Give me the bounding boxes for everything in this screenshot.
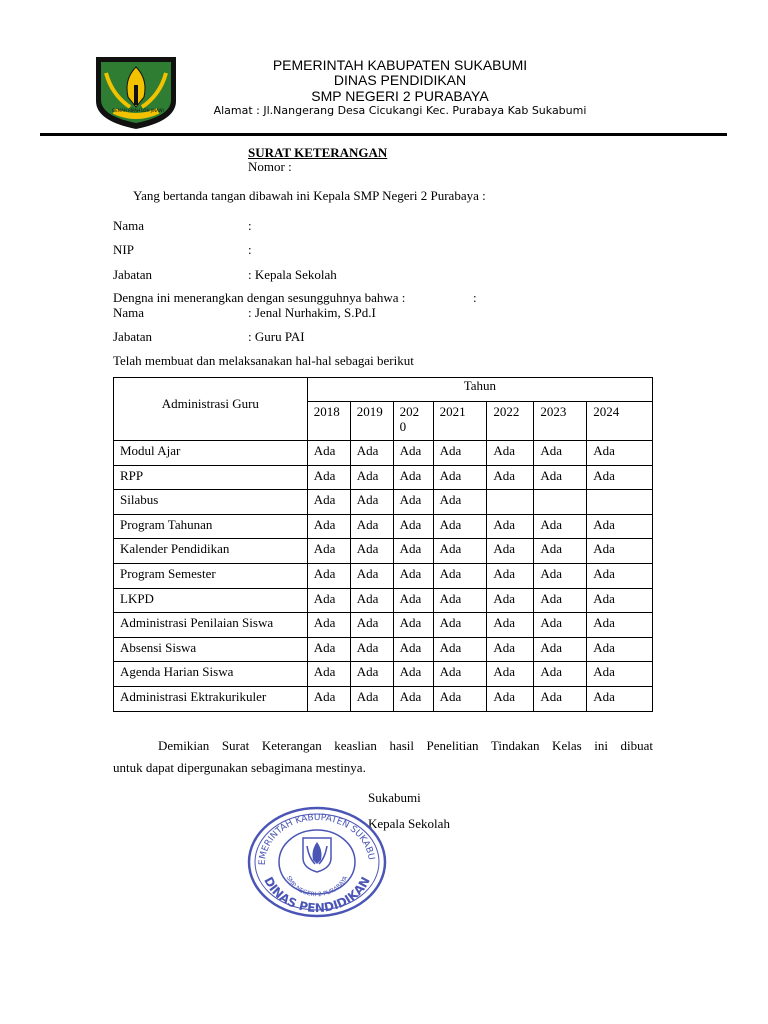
row-cell: Ada (534, 686, 587, 711)
row-item-name: LKPD (114, 588, 308, 613)
row-cell: Ada (393, 637, 433, 662)
row-cell: Ada (350, 686, 393, 711)
letterhead-divider (40, 133, 727, 136)
year-header-0 (307, 402, 350, 441)
row-cell: Ada (487, 441, 534, 466)
closing-paragraph (113, 738, 653, 753)
table-row (114, 441, 653, 466)
row-cell: Ada (487, 465, 534, 490)
table-row (114, 539, 653, 564)
year-header-5 (534, 402, 587, 441)
administration-table (113, 377, 653, 712)
row-cell: Ada (587, 514, 653, 539)
row-cell: Ada (487, 588, 534, 613)
year-header-label: 2019 (356, 404, 383, 419)
statement-colon: : (473, 290, 477, 305)
row-item-name: Absensi Siswa (114, 637, 308, 662)
subject-position-label: Jabatan (113, 329, 152, 344)
row-cell: Ada (350, 514, 393, 539)
row-cell: Ada (587, 613, 653, 638)
row-cell: Ada (307, 490, 350, 515)
table-row (114, 662, 653, 687)
row-cell: Ada (587, 662, 653, 687)
row-cell: Ada (350, 441, 393, 466)
closing-line-1: Demikian Surat Keterangan keaslian hasil Penelitian Tindakan Kelas ini dibuat (158, 738, 653, 753)
row-cell: Ada (587, 563, 653, 588)
row-cell: Ada (534, 465, 587, 490)
row-cell: Ada (487, 662, 534, 687)
row-cell: Ada (433, 686, 487, 711)
row-item-name: Kalender Pendidikan (114, 539, 308, 564)
row-cell: Ada (350, 662, 393, 687)
stamp-emblem (303, 838, 331, 872)
regency-logo (94, 55, 178, 131)
row-cell: Ada (393, 686, 433, 711)
row-item-name: Silabus (114, 490, 308, 515)
row-cell: Ada (433, 539, 487, 564)
signature-place: Sukabumi (368, 790, 421, 805)
year-header-3 (433, 402, 487, 441)
row-cell: Ada (393, 465, 433, 490)
row-cell: Ada (350, 490, 393, 515)
row-cell (534, 490, 587, 515)
letterhead-address: Alamat : Jl.Nangerang Desa Cicukangi Kec. Purabaya Kab Sukabumi (213, 104, 587, 117)
row-cell: Ada (433, 588, 487, 613)
table-header-admin (114, 378, 308, 441)
row-cell: Ada (534, 588, 587, 613)
table-row (114, 686, 653, 711)
letterhead-government: PEMERINTAH KABUPATEN SUKABUMI (272, 57, 528, 73)
year-header-label: 202 0 (399, 404, 420, 434)
admin-header-label: Administrasi Guru (161, 395, 259, 411)
table-row (114, 490, 653, 515)
row-cell: Ada (307, 514, 350, 539)
row-cell: Ada (350, 539, 393, 564)
row-cell: Ada (433, 514, 487, 539)
row-cell: Ada (307, 563, 350, 588)
year-header-2 (393, 402, 433, 441)
row-cell: Ada (393, 514, 433, 539)
table-intro: Telah membuat dan melaksanakan hal-hal sebagai berikut (113, 353, 414, 368)
row-cell: Ada (307, 441, 350, 466)
row-cell: Ada (350, 465, 393, 490)
row-cell: Ada (487, 563, 534, 588)
row-cell: Ada (487, 686, 534, 711)
row-cell: Ada (433, 441, 487, 466)
row-cell: Ada (534, 637, 587, 662)
row-cell (487, 490, 534, 515)
opening-paragraph: Yang bertanda tangan dibawah ini Kepala SMP Negeri 2 Purabaya : (133, 188, 486, 203)
row-cell: Ada (350, 588, 393, 613)
subject-name-value: : Jenal Nurhakim, S.Pd.I (248, 305, 376, 320)
closing-line-2: untuk dapat dipergunakan sebagimana mestinya. (113, 760, 366, 775)
row-cell: Ada (393, 563, 433, 588)
signer-position-label: Jabatan (113, 267, 152, 282)
stamp-inner-text: SMP NEGERI 2 PURABAYA (284, 874, 350, 899)
row-item-name: Agenda Harian Siswa (114, 662, 308, 687)
signer-nip-value: : (248, 242, 252, 257)
row-item-name: RPP (114, 465, 308, 490)
letterhead-school: SMP NEGERI 2 PURABAYA (311, 88, 489, 104)
table-row (114, 563, 653, 588)
signer-name-value: : (248, 218, 252, 233)
table-row (114, 613, 653, 638)
row-cell: Ada (534, 514, 587, 539)
row-cell: Ada (433, 662, 487, 687)
row-item-name: Program Tahunan (114, 514, 308, 539)
logo-motto: GEMAH RIPAH LOH JINAWI (112, 108, 164, 113)
table-row (114, 514, 653, 539)
row-cell: Ada (393, 539, 433, 564)
row-cell: Ada (587, 588, 653, 613)
row-cell: Ada (534, 441, 587, 466)
document-title: SURAT KETERANGAN (248, 145, 388, 160)
row-cell: Ada (307, 662, 350, 687)
row-cell: Ada (307, 539, 350, 564)
row-cell (587, 490, 653, 515)
row-cell: Ada (587, 686, 653, 711)
row-cell: Ada (350, 637, 393, 662)
row-cell: Ada (433, 490, 487, 515)
row-cell: Ada (534, 613, 587, 638)
row-cell: Ada (487, 514, 534, 539)
row-cell: Ada (393, 662, 433, 687)
row-cell: Ada (307, 637, 350, 662)
row-cell: Ada (587, 539, 653, 564)
row-cell: Ada (433, 563, 487, 588)
row-cell: Ada (307, 588, 350, 613)
signature-title: Kepala Sekolah (368, 816, 450, 831)
row-cell: Ada (393, 588, 433, 613)
row-cell: Ada (487, 637, 534, 662)
row-cell: Ada (393, 441, 433, 466)
official-stamp (247, 806, 387, 918)
row-cell: Ada (307, 613, 350, 638)
year-header-label: 2022 (493, 404, 520, 419)
row-cell: Ada (534, 539, 587, 564)
row-cell: Ada (487, 539, 534, 564)
table-row (114, 465, 653, 490)
stamp-outer-bottom-text: DINAS PENDIDIKAN (261, 874, 373, 916)
row-cell: Ada (534, 563, 587, 588)
row-cell: Ada (350, 613, 393, 638)
signer-position-value: : Kepala Sekolah (248, 267, 337, 282)
subject-name-label: Nama (113, 305, 145, 320)
row-item-name: Program Semester (114, 563, 308, 588)
year-group-label: Tahun (463, 378, 497, 393)
row-cell: Ada (587, 637, 653, 662)
row-cell: Ada (487, 613, 534, 638)
document-number: Nomor : (248, 159, 292, 174)
row-cell: Ada (433, 613, 487, 638)
subject-position-value: : Guru PAI (248, 329, 305, 344)
row-item-name: Administrasi Penilaian Siswa (114, 613, 308, 638)
row-cell: Ada (393, 613, 433, 638)
year-header-1 (350, 402, 393, 441)
year-header-label: 2021 (439, 404, 466, 419)
signer-name-label: Nama (113, 218, 145, 233)
row-cell: Ada (433, 465, 487, 490)
year-header-label: 2018 (313, 404, 340, 419)
row-cell: Ada (534, 662, 587, 687)
row-item-name: Modul Ajar (114, 441, 308, 466)
row-item-name: Administrasi Ektrakurikuler (114, 686, 308, 711)
row-cell: Ada (307, 686, 350, 711)
statement-line: Dengna ini menerangkan dengan sesungguhnya bahwa : (113, 290, 406, 305)
year-header-label: 2023 (540, 404, 567, 419)
year-header-4 (487, 402, 534, 441)
table-row (114, 588, 653, 613)
row-cell: Ada (350, 563, 393, 588)
letterhead-agency: DINAS PENDIDIKAN (333, 72, 467, 88)
row-cell: Ada (587, 441, 653, 466)
table-row (114, 637, 653, 662)
stamp-outer-top-text: EMERINTAH KABUPATEN SUKABU (257, 812, 376, 866)
signer-nip-label: NIP (113, 242, 134, 257)
row-cell: Ada (307, 465, 350, 490)
table-header-year-group (307, 378, 652, 402)
row-cell: Ada (393, 490, 433, 515)
year-header-label: 2024 (593, 404, 620, 419)
row-cell: Ada (433, 637, 487, 662)
year-header-6 (587, 402, 653, 441)
row-cell: Ada (587, 465, 653, 490)
